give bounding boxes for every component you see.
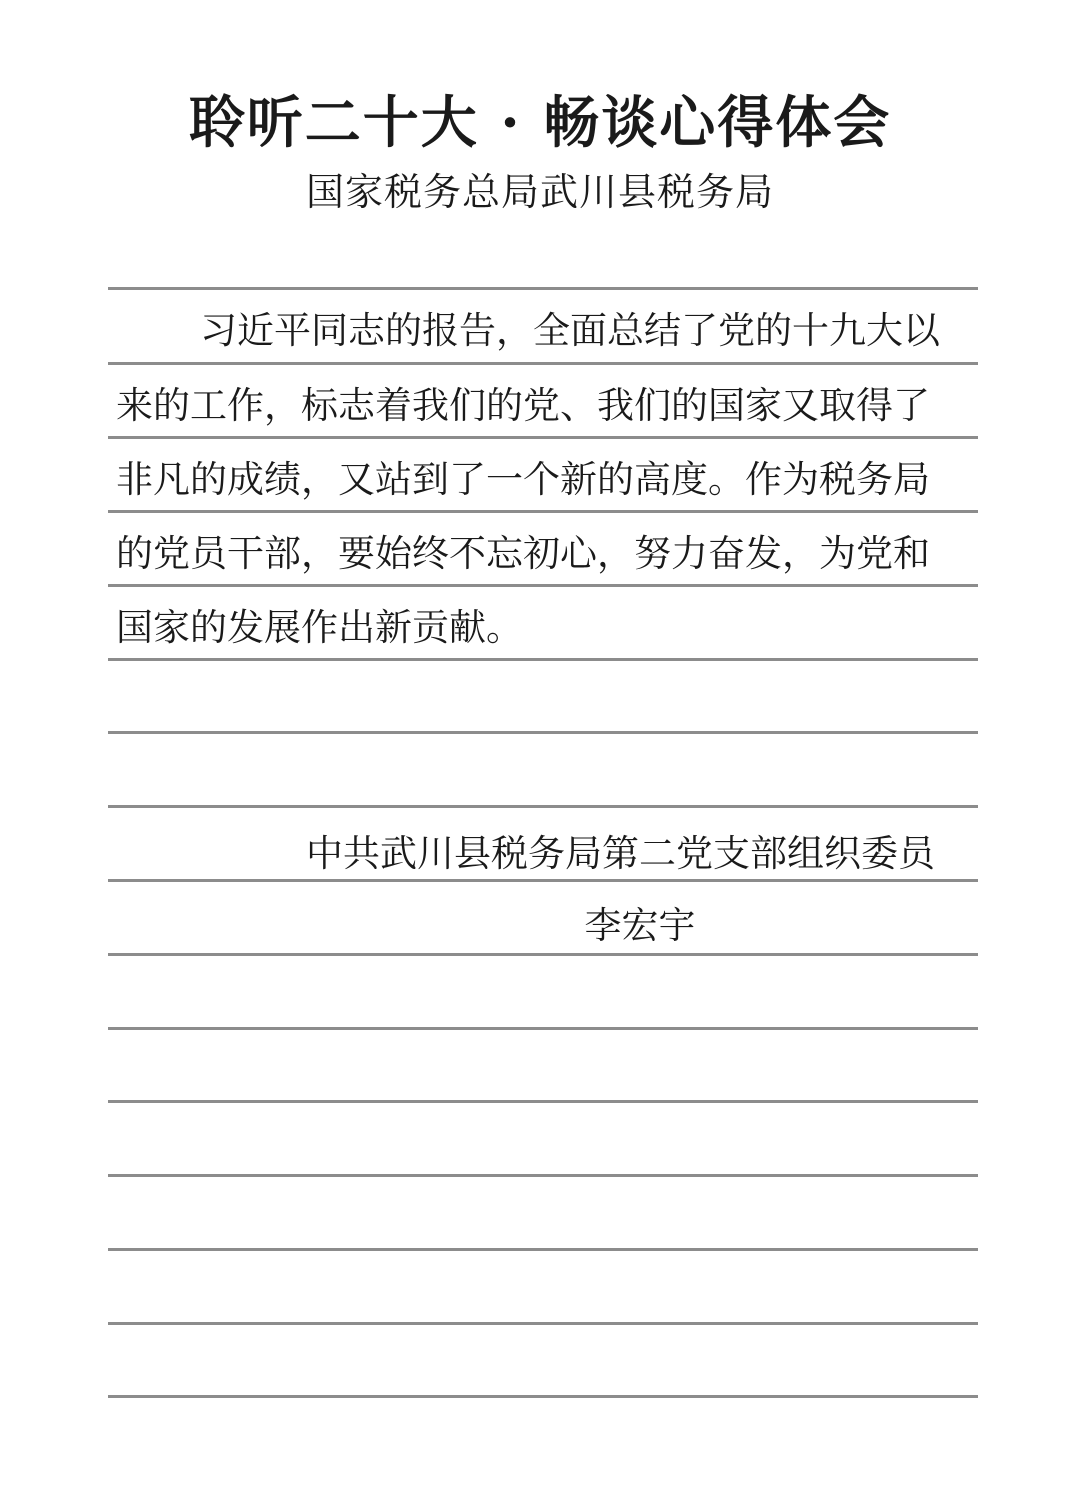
signature-role: 中共武川县税务局第二党支部组织委员 <box>306 832 935 875</box>
document-subtitle: 国家税务总局武川县税务局 <box>305 170 774 214</box>
ruled-line <box>108 584 978 587</box>
ruled-line <box>108 1248 978 1251</box>
ruled-line <box>108 658 978 661</box>
body-text-line: 的党员干部，要始终不忘初心，努力奋发，为党和 <box>116 532 930 575</box>
signature-name: 李宏宇 <box>584 904 696 947</box>
ruled-line <box>108 1322 978 1325</box>
ruled-line <box>108 1100 978 1103</box>
ruled-line <box>108 1027 978 1030</box>
ruled-line <box>108 731 978 734</box>
ruled-line <box>108 805 978 808</box>
ruled-line <box>108 510 978 513</box>
ruled-line <box>108 1395 978 1398</box>
body-text-line: 非凡的成绩，又站到了一个新的高度。作为税务局 <box>116 458 930 501</box>
ruled-line <box>108 436 978 439</box>
ruled-line <box>108 953 978 956</box>
document-title: 聆听二十大 · 畅谈心得体会 <box>188 90 892 156</box>
ruled-line <box>108 287 978 290</box>
body-text-line: 习近平同志的报告，全面总结了党的十九大以 <box>200 309 940 352</box>
ruled-line <box>108 362 978 365</box>
body-text-line: 国家的发展作出新贡献。 <box>116 606 523 649</box>
body-text-line: 来的工作，标志着我们的党、我们的国家又取得了 <box>116 384 930 427</box>
ruled-line <box>108 1174 978 1177</box>
